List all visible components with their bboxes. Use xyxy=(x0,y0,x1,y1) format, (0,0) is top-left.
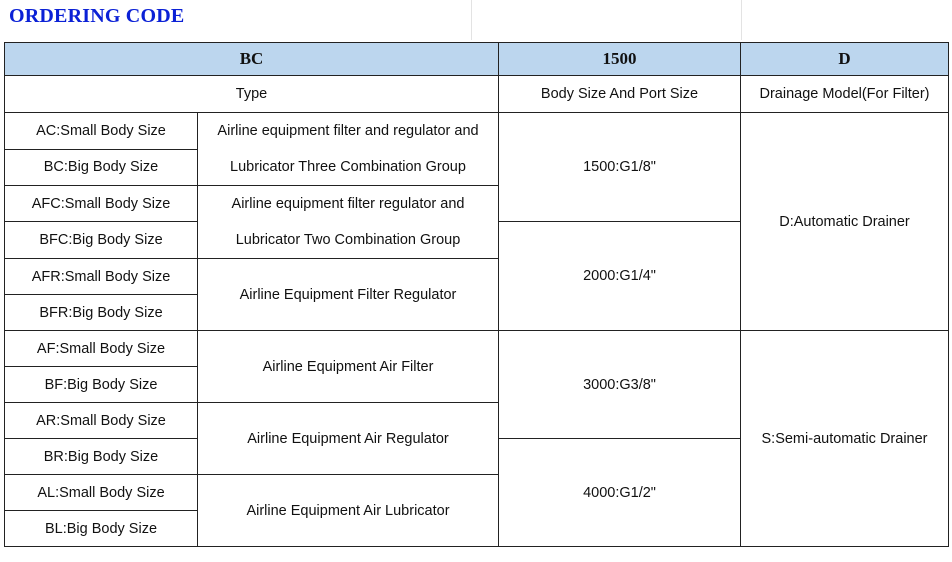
drain-cell: S:Semi-automatic Drainer xyxy=(741,331,949,547)
drain-column-label: Drainage Model(For Filter) xyxy=(741,76,949,113)
sheet-gridline xyxy=(741,0,742,40)
code-cell: AFR:Small Body Size xyxy=(5,259,198,295)
header-size-code: 1500 xyxy=(499,43,741,76)
size-cell: 1500:G1/8" xyxy=(499,113,741,222)
code-cell: AR:Small Body Size xyxy=(5,403,198,439)
description-cell xyxy=(198,113,499,186)
type-column-label: Type xyxy=(5,76,499,113)
description-line: Lubricator Three Combination Group xyxy=(230,159,466,175)
sheet-gridline xyxy=(471,0,472,40)
page-title: ORDERING CODE xyxy=(9,5,185,27)
description-line: Airline equipment filter regulator and xyxy=(231,196,465,212)
code-cell: BC:Big Body Size xyxy=(5,149,198,186)
code-cell: AF:Small Body Size xyxy=(5,331,198,367)
table-row xyxy=(5,113,949,150)
code-cell: BF:Big Body Size xyxy=(5,367,198,403)
code-cell: BFR:Big Body Size xyxy=(5,295,198,331)
column-label-row xyxy=(5,76,949,113)
description-line: Airline equipment filter and regulator and xyxy=(217,123,479,139)
code-cell: AL:Small Body Size xyxy=(5,475,198,511)
code-cell: AC:Small Body Size xyxy=(5,113,198,150)
size-cell: 2000:G1/4" xyxy=(499,222,741,331)
description-line: Lubricator Two Combination Group xyxy=(235,232,461,248)
header-drain-code: D xyxy=(741,43,949,76)
table-row xyxy=(5,331,949,367)
header-type-code: BC xyxy=(5,43,499,76)
description-cell: Airline Equipment Air Filter xyxy=(198,331,499,403)
size-column-label: Body Size And Port Size xyxy=(499,76,741,113)
code-cell: BR:Big Body Size xyxy=(5,439,198,475)
description-cell: Airline Equipment Filter Regulator xyxy=(198,259,499,331)
size-cell: 3000:G3/8" xyxy=(499,331,741,439)
code-cell: BL:Big Body Size xyxy=(5,511,198,547)
ordering-code-table xyxy=(4,42,949,547)
description-cell xyxy=(198,186,499,259)
code-cell: BFC:Big Body Size xyxy=(5,222,198,259)
description-cell: Airline Equipment Air Regulator xyxy=(198,403,499,475)
description-cell: Airline Equipment Air Lubricator xyxy=(198,475,499,547)
drain-cell: D:Automatic Drainer xyxy=(741,113,949,331)
code-cell: AFC:Small Body Size xyxy=(5,186,198,222)
code-header-row xyxy=(5,43,949,76)
size-cell: 4000:G1/2" xyxy=(499,439,741,547)
